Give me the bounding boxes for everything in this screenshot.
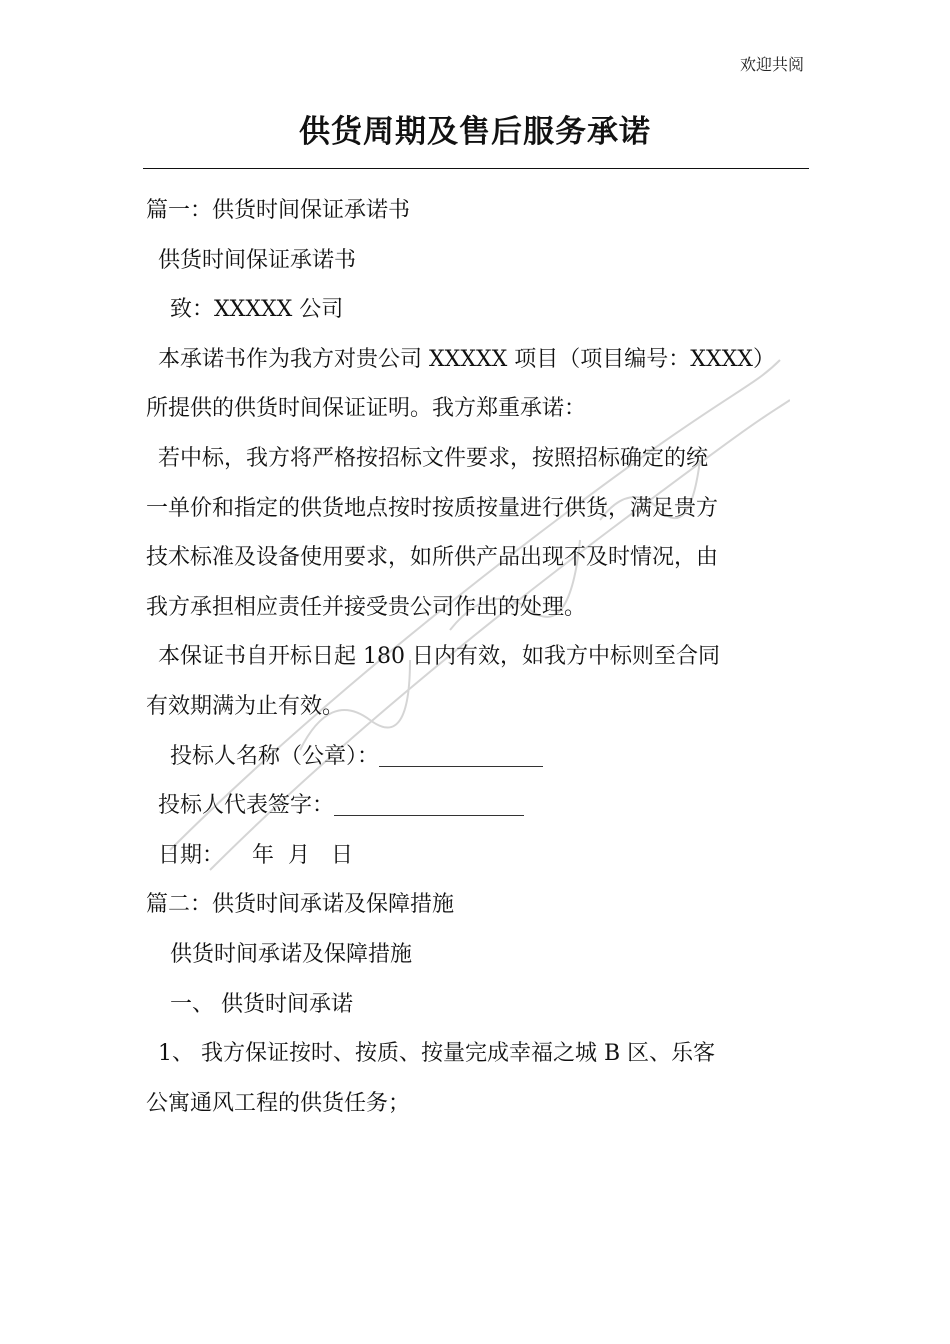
signature-blank — [334, 785, 524, 816]
subtitle-1: 供货时间保证承诺书 — [158, 247, 357, 273]
bidder-name-blank — [379, 736, 543, 767]
subsection-heading: 一、 供货时间承诺 — [170, 991, 353, 1017]
list-item-continued: 公寓通风工程的供货任务； — [146, 1090, 411, 1116]
bidder-name-label: 投标人名称（公章）： — [170, 743, 380, 769]
paragraph-line: 若中标，我方将严格按招标文件要求，按照招标确定的统 — [158, 445, 709, 471]
header-note: 欢迎共阅 — [739, 55, 804, 74]
paragraph-line: 一单价和指定的供货地点按时按质按量进行供货，满足贵方 — [146, 495, 719, 521]
signature-line — [146, 781, 810, 831]
paragraph-line: 本保证书自开标日起 180 日内有效，如我方中标则至合同 — [158, 644, 720, 670]
document-body — [146, 186, 810, 1128]
title-divider — [143, 168, 809, 169]
paragraph-line: 本承诺书作为我方对贵公司 XXXXX 项目（项目编号：XXXX） — [158, 346, 775, 372]
signature-label: 投标人代表签字： — [158, 793, 335, 819]
bidder-name-line — [146, 732, 810, 782]
section-heading-1: 篇一：供货时间保证承诺书 — [146, 198, 411, 223]
addressee: 致：XXXXX 公司 — [170, 297, 344, 323]
subtitle-2: 供货时间承诺及保障措施 — [170, 941, 413, 967]
paragraph-line: 技术标准及设备使用要求，如所供产品出现不及时情况，由 — [146, 545, 719, 571]
date-line: 日期： 年 月 日 — [158, 842, 353, 868]
section-heading-2: 篇二：供货时间承诺及保障措施 — [146, 892, 455, 918]
paragraph-line: 所提供的供货时间保证证明。我方郑重承诺： — [146, 396, 587, 422]
document-title: 供货周期及售后服务承诺 — [299, 114, 651, 150]
list-item: 1、 我方保证按时、按质、按量完成幸福之城 B 区、乐客 — [158, 1041, 716, 1067]
paragraph-line: 有效期满为止有效。 — [146, 693, 345, 719]
paragraph-line: 我方承担相应责任并接受贵公司作出的处理。 — [146, 594, 587, 620]
